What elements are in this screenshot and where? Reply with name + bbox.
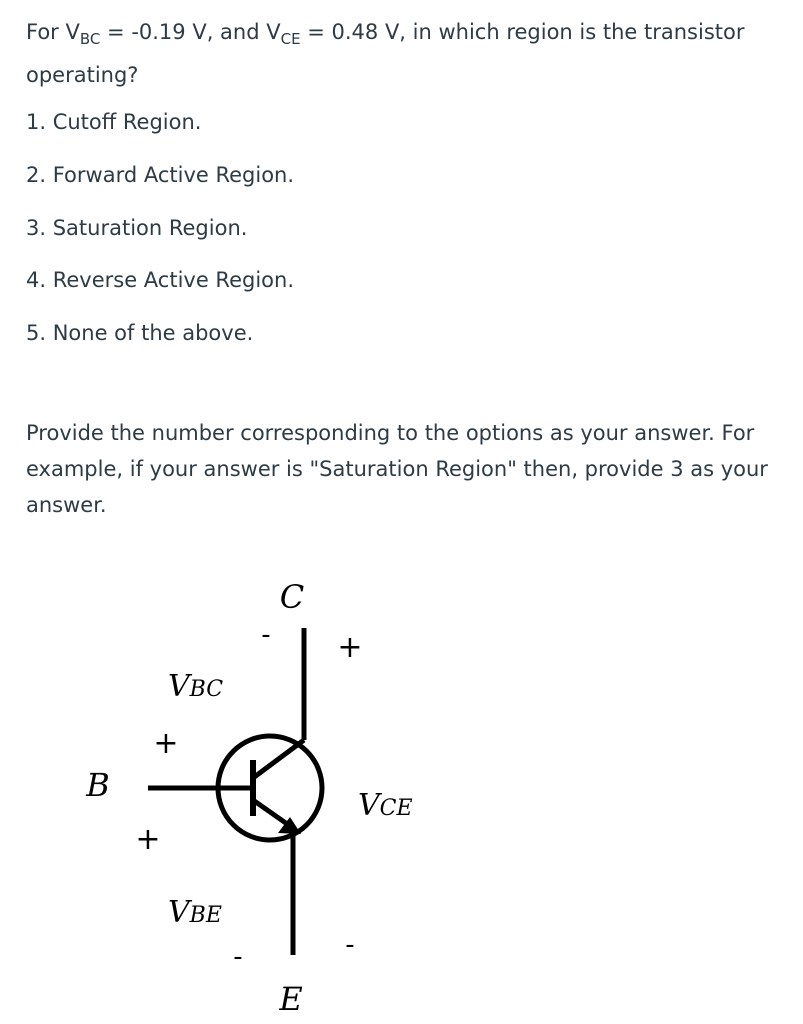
- option-4: 4. Reverse Active Region.: [26, 268, 294, 292]
- collector-line: [253, 740, 304, 778]
- emitter-label: E: [279, 980, 303, 1018]
- option-5: 5. None of the above.: [26, 321, 254, 345]
- vbc-minus-sign: -: [261, 620, 271, 650]
- vce-label: VCE: [358, 788, 413, 823]
- vbc-plus-sign: +: [153, 726, 179, 761]
- base-label: B: [86, 766, 110, 804]
- vce-minus-sign: -: [345, 930, 355, 960]
- vbc-label: VBC: [168, 669, 224, 704]
- collector-label: C: [279, 578, 305, 616]
- question-text: For $V_{BC} = -0.19$ V, and $V_{CE} = 0.48$ V, in which region is the transistor operating?: [26, 20, 745, 87]
- option-3: 3. Saturation Region.: [26, 216, 248, 240]
- vbe-plus-sign: +: [135, 822, 161, 857]
- instruction-text: Provide the number corresponding to the options as your answer. For example, if your answer is "Saturation Region" then, provide 3 as your answer.: [26, 421, 768, 517]
- option-1: 1. Cutoff Region.: [26, 110, 202, 134]
- vce-plus-sign: +: [337, 630, 363, 665]
- vbe-label: VBE: [168, 895, 222, 930]
- vbc-subscript: BC: [79, 30, 101, 48]
- option-2: 2. Forward Active Region.: [26, 163, 295, 187]
- vbe-minus-sign: -: [233, 942, 243, 972]
- emitter-line: [253, 800, 290, 826]
- vce-subscript: CE: [280, 30, 301, 48]
